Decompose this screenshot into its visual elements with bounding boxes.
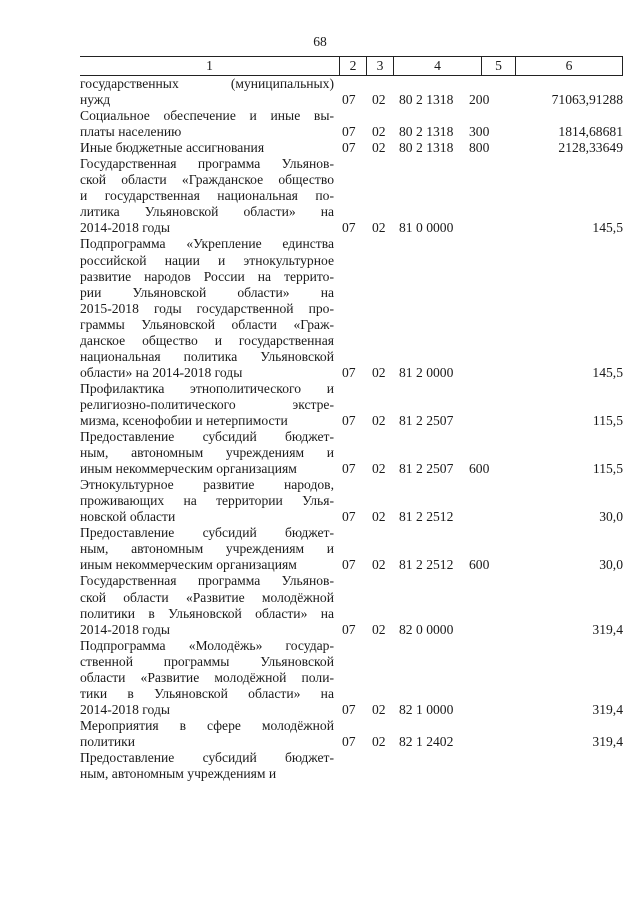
description-line: Государственная программа Ульянов- [80, 573, 334, 589]
description-line: Предоставление субсидий бюджет- [80, 429, 334, 445]
section-code: 02 [372, 220, 386, 236]
ministry-code: 07 [342, 621, 356, 637]
amount: 145,5 [592, 364, 623, 380]
description-line: Предоставление субсидий бюджет- [80, 749, 334, 765]
description-line: развитие народов России на террито- [80, 268, 334, 284]
header-col-6: 6 [515, 57, 623, 75]
description-line: Социальное обеспечение и иные вы- [80, 108, 334, 124]
description-line: граммы Ульяновской области «Граж- [80, 316, 334, 332]
expense-type-code: 600 [469, 461, 490, 477]
expense-type-code: 300 [469, 124, 490, 140]
description-line: Этнокультурное развитие народов, [80, 477, 334, 493]
description-line: платы населению [80, 124, 182, 140]
amount: 319,4 [592, 733, 623, 749]
ministry-code: 07 [342, 364, 356, 380]
description-line: Государственная программа Ульянов- [80, 156, 334, 172]
row-description [80, 108, 334, 140]
description-line: литика Ульяновской области» на [80, 204, 334, 220]
description-line: иным некоммерческим организациям [80, 461, 297, 477]
section-code: 02 [372, 701, 386, 717]
description-line: ственной программы Ульяновской [80, 653, 334, 669]
row-description [80, 236, 334, 380]
description-line: российской нации и этнокультурное [80, 252, 334, 268]
description-line: Мероприятия в сфере молодёжной [80, 717, 334, 733]
table-row [80, 381, 640, 429]
ministry-code: 07 [342, 509, 356, 525]
target-article-code: 82 1 0000 [399, 701, 454, 717]
description-line: Профилактика этнополитического и [80, 380, 334, 396]
table-row [80, 140, 640, 156]
ministry-code: 07 [342, 733, 356, 749]
target-article-code: 82 0 0000 [399, 621, 454, 637]
description-line: новской области [80, 509, 176, 525]
amount: 319,4 [592, 701, 623, 717]
row-description [80, 76, 334, 108]
description-line: 2014-2018 годы [80, 220, 170, 236]
section-code: 02 [372, 124, 386, 140]
ministry-code: 07 [342, 92, 356, 108]
description-line: и государственная национальная по- [80, 188, 334, 204]
section-code: 02 [372, 621, 386, 637]
header-col-3: 3 [366, 57, 393, 75]
description-line: области» на 2014-2018 годы [80, 364, 243, 380]
row-description [80, 477, 334, 525]
row-description [80, 573, 334, 637]
row-description [80, 140, 334, 156]
description-line: иным некоммерческим организациям [80, 557, 297, 573]
target-article-code: 81 2 0000 [399, 364, 454, 380]
expense-type-code: 800 [469, 140, 490, 156]
ministry-code: 07 [342, 557, 356, 573]
amount: 1814,68681 [558, 124, 623, 140]
amount: 319,4 [592, 621, 623, 637]
description-line: тики в Ульяновской области» на [80, 685, 334, 701]
description-line: политики в Ульяновской области» на [80, 605, 334, 621]
description-line: рии Ульяновской области» на [80, 284, 334, 300]
amount: 145,5 [592, 220, 623, 236]
description-line: мизма, ксенофобии и нетерпимости [80, 412, 288, 428]
row-description [80, 381, 334, 429]
description-line: нужд [80, 92, 111, 108]
section-code: 02 [372, 412, 386, 428]
description-line: ным, автономным учреждениям и [80, 541, 334, 557]
ministry-code: 07 [342, 140, 356, 156]
expense-type-code: 600 [469, 557, 490, 573]
ministry-code: 07 [342, 701, 356, 717]
amount: 115,5 [592, 461, 623, 477]
description-line: 2014-2018 годы [80, 701, 170, 717]
description-line: Предоставление субсидий бюджет- [80, 525, 334, 541]
header-col-1: 1 [206, 58, 213, 73]
description-line: национальная политика Ульяновской [80, 348, 334, 364]
description-line: Подпрограмма «Укрепление единства [80, 236, 334, 252]
description-line: ным, автономным учреждениям и [80, 766, 277, 782]
target-article-code: 81 2 2507 [399, 461, 454, 477]
table-row [80, 108, 640, 140]
target-article-code: 82 1 2402 [399, 733, 454, 749]
description-line: 2015-2018 годы государственной про- [80, 300, 334, 316]
page-number: 68 [313, 34, 327, 49]
table-row [80, 236, 640, 380]
table-row [80, 573, 640, 637]
amount: 30,0 [599, 509, 623, 525]
table-row [80, 525, 640, 573]
description-line: данское общество и государственная [80, 332, 334, 348]
amount: 30,0 [599, 557, 623, 573]
section-code: 02 [372, 364, 386, 380]
table-row [80, 477, 640, 525]
description-line: Подпрограмма «Молодёжь» государ- [80, 637, 334, 653]
row-description [80, 525, 334, 573]
target-article-code: 80 2 1318 [399, 124, 454, 140]
header-col-5: 5 [481, 57, 515, 75]
target-article-code: 81 2 2512 [399, 557, 454, 573]
row-description [80, 156, 334, 236]
amount: 115,5 [592, 412, 623, 428]
description-line: проживающих на территории Улья- [80, 493, 334, 509]
description-line: политики [80, 733, 136, 749]
description-line: Иные бюджетные ассигнования [80, 140, 265, 156]
table-row [80, 638, 640, 718]
table-row [80, 156, 640, 236]
row-description [80, 429, 334, 477]
section-code: 02 [372, 140, 386, 156]
description-line: области «Развитие молодёжной поли- [80, 669, 334, 685]
section-code: 02 [372, 461, 386, 477]
row-description [80, 638, 334, 718]
table-row [80, 429, 640, 477]
table-row [80, 76, 640, 108]
section-code: 02 [372, 509, 386, 525]
description-line: ным, автономным учреждениям и [80, 445, 334, 461]
row-description [80, 718, 334, 750]
target-article-code: 80 2 1318 [399, 140, 454, 156]
table-body [80, 76, 640, 782]
description-line: ской области «Развитие молодёжной [80, 589, 334, 605]
description-line: религиозно-политического экстре- [80, 396, 334, 412]
row-description [80, 750, 334, 782]
target-article-code: 81 2 2512 [399, 509, 454, 525]
description-line: государственных (муниципальных) [80, 76, 334, 91]
ministry-code: 07 [342, 220, 356, 236]
description-line: ской области «Гражданское общество [80, 172, 334, 188]
section-code: 02 [372, 92, 386, 108]
header-col-4: 4 [393, 57, 481, 75]
section-code: 02 [372, 557, 386, 573]
target-article-code: 80 2 1318 [399, 92, 454, 108]
amount: 2128,33649 [558, 140, 623, 156]
target-article-code: 81 2 2507 [399, 412, 454, 428]
description-line: 2014-2018 годы [80, 621, 170, 637]
expense-type-code: 200 [469, 92, 490, 108]
section-code: 02 [372, 733, 386, 749]
target-article-code: 81 0 0000 [399, 220, 454, 236]
header-col-2: 2 [339, 57, 366, 75]
ministry-code: 07 [342, 412, 356, 428]
amount: 71063,91288 [551, 92, 623, 108]
ministry-code: 07 [342, 461, 356, 477]
table-header [80, 56, 623, 76]
table-row [80, 750, 640, 782]
ministry-code: 07 [342, 124, 356, 140]
table-row [80, 718, 640, 750]
